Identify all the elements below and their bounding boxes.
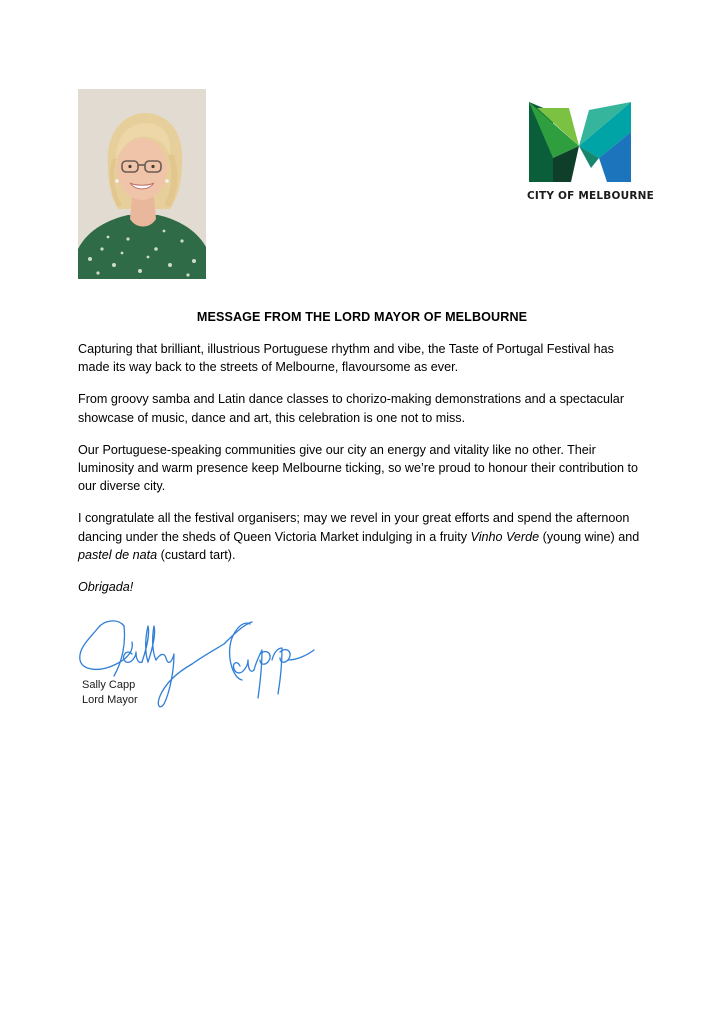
letter-body [78, 340, 648, 610]
city-of-melbourne-logo [527, 102, 655, 212]
melbourne-m-logo-mark [529, 102, 631, 182]
wine-name: Vinho Verde [470, 529, 540, 544]
paragraph-4 [78, 509, 648, 564]
letter-heading: MESSAGE FROM THE LORD MAYOR OF MELBOURNE [196, 310, 528, 324]
pastry-name: pastel de nata [78, 547, 158, 562]
logo-wordmark: CITY OF MELBOURNE [527, 190, 655, 202]
paragraph-4-text-2: (young wine) and [539, 529, 640, 544]
paragraph-4-text-3: (custard tart). [157, 547, 236, 562]
closing-text: Obrigada! [78, 580, 134, 595]
signer-name: Sally Capp [82, 679, 136, 691]
lord-mayor-portrait [78, 89, 206, 279]
signer-title: Lord Mayor [82, 694, 138, 706]
paragraph-4-text-1: I congratulate all the festival organisers; may we revel in your great efforts and spend the afternoon dancing under the sheds of Queen Victoria Market indulging in a fruity [78, 511, 630, 544]
signer-block [82, 678, 138, 708]
paragraph-3: Our Portuguese-speaking communities give our city an energy and vitality like no other. Their luminosity and warm presence keep Melbourne ticking, so we’re proud to honour their contribution to our diverse city. [78, 442, 639, 494]
paragraph-2: From groovy samba and Latin dance classes to chorizo-making demonstrations and a spectacular showcase of music, dance and art, this celebration is one not to miss. [78, 392, 625, 425]
paragraph-1: Capturing that brilliant, illustrious Portuguese rhythm and vibe, the Taste of Portugal Festival has made its way back to the streets of Melbourne, flavoursome as ever. [78, 342, 614, 375]
closing-line [78, 578, 648, 596]
